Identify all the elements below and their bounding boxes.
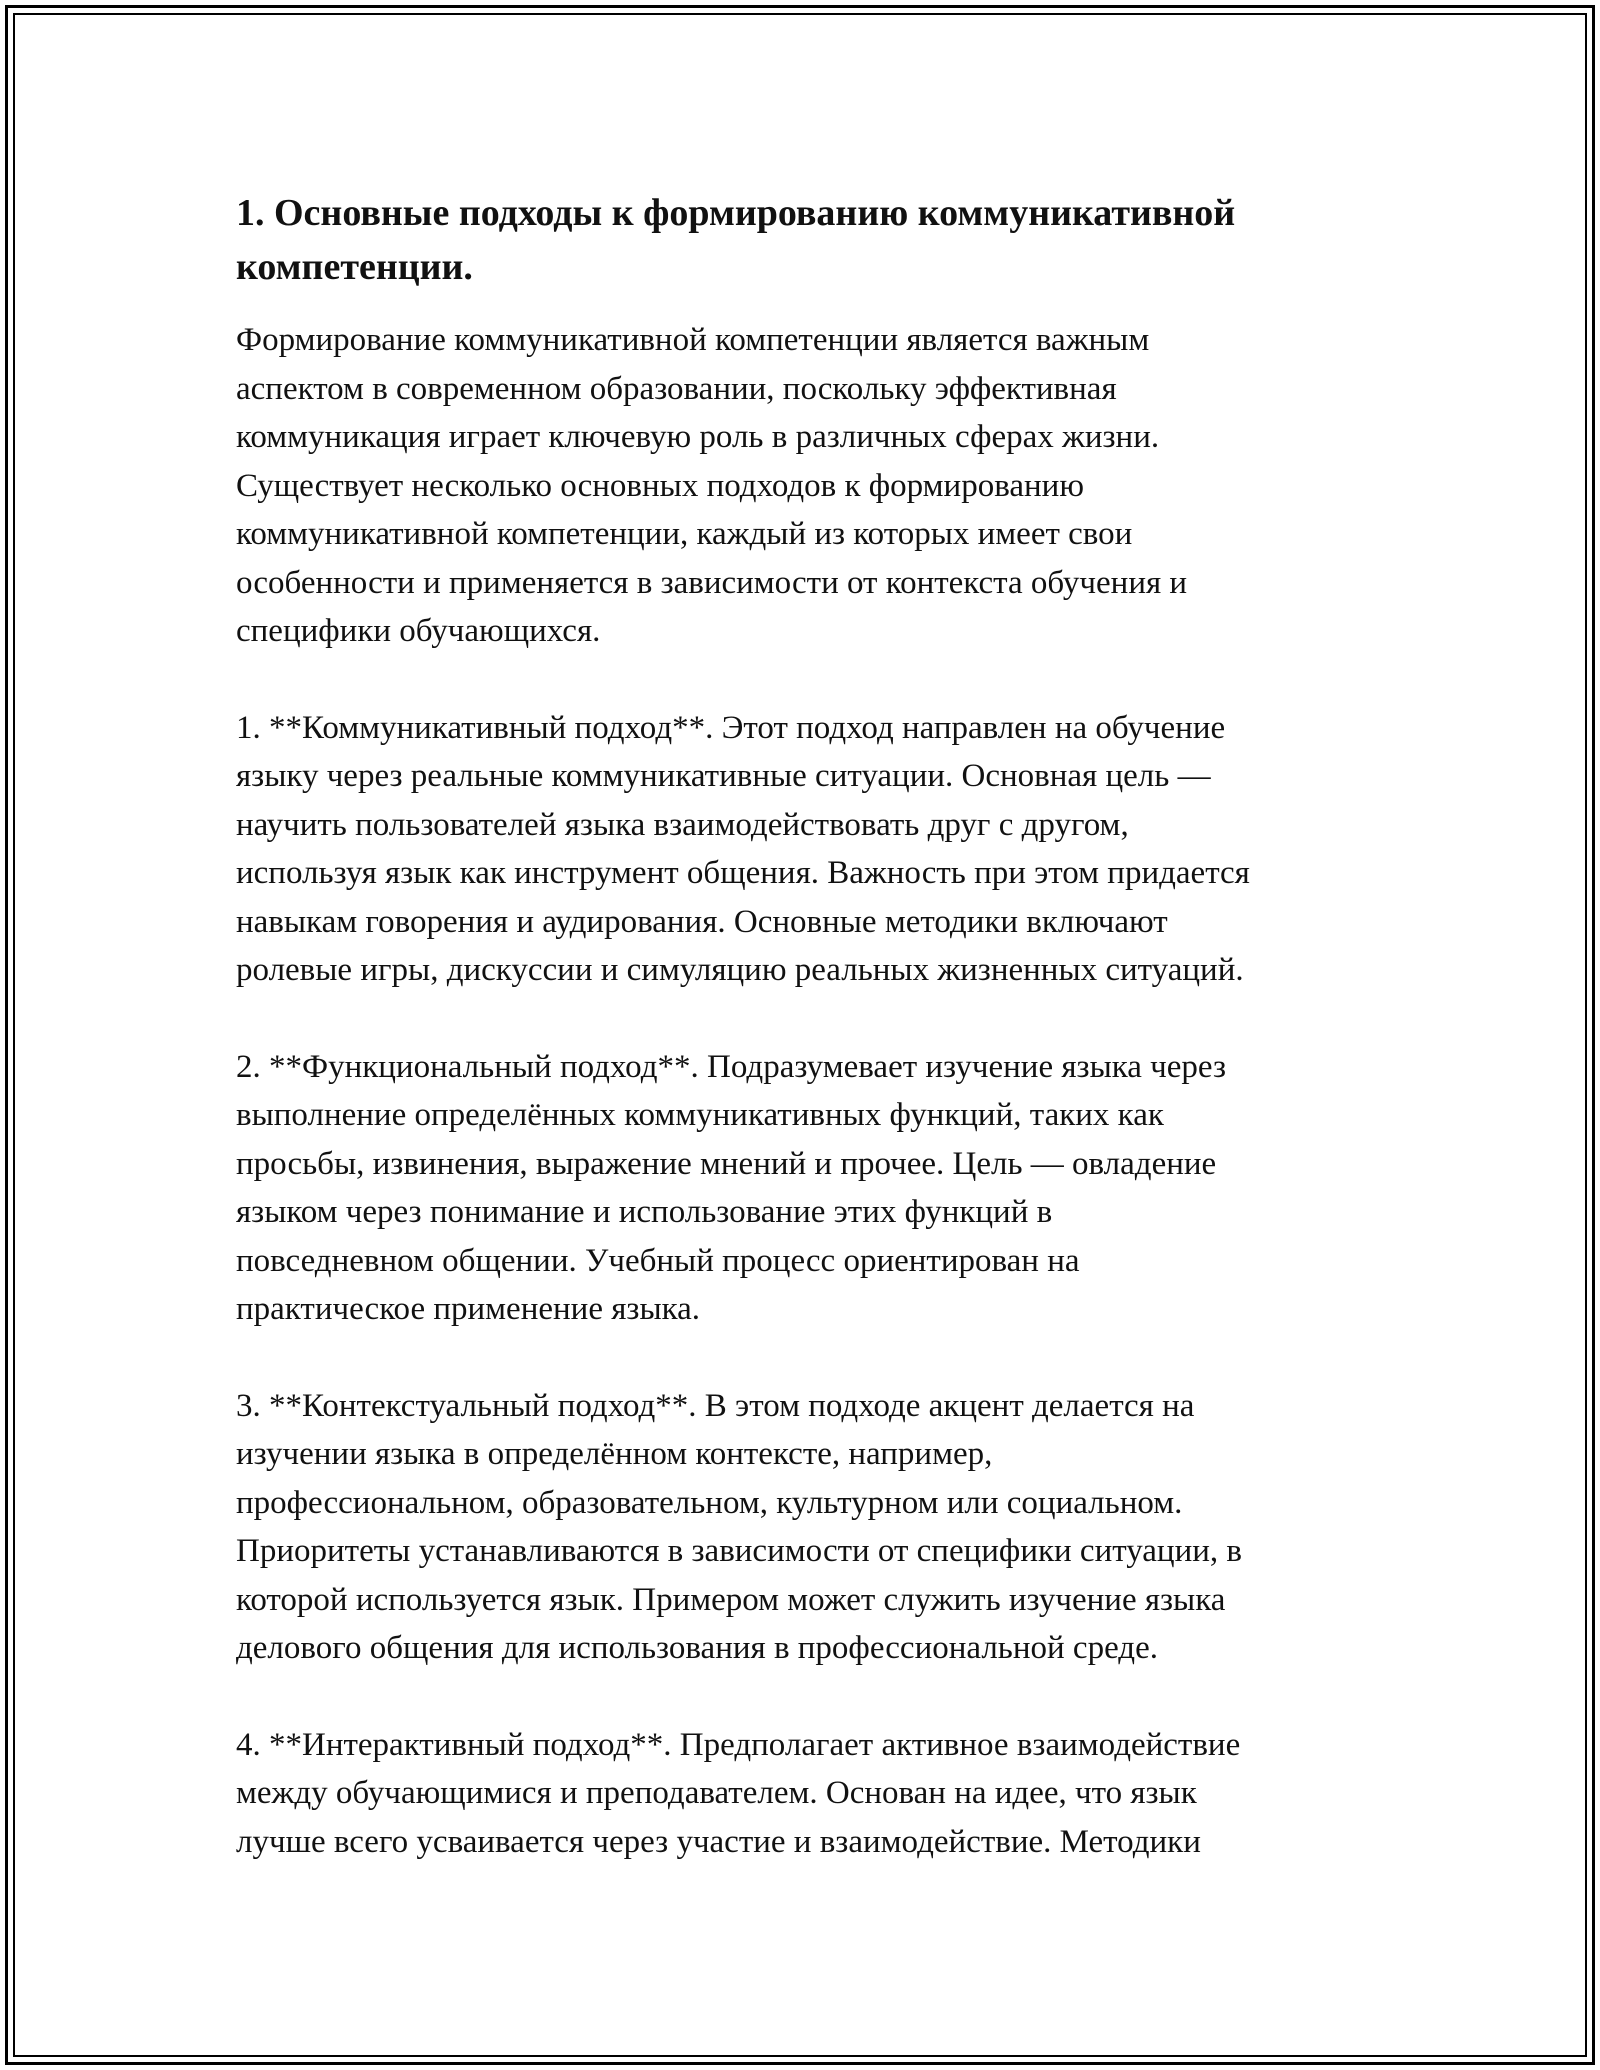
approach-communicative-paragraph: 1. **Коммуникативный подход**. Этот подход направлен на обучение языку через реальные коммуникативные ситуации. Основная цель — научить пользователей языка взаимодействовать друг с другом, используя язык как инструмент общения. Важность при этом придается навыкам говорения и аудирования. Основные методики включают ролевые игры, дискуссии и симуляцию реальных жизненных ситуаций.	[236, 709, 1250, 988]
approach-functional-paragraph: 2. **Функциональный подход**. Подразумевает изучение языка через выполнение определённых коммуникативных функций, таких как просьбы, извинения, выражение мнений и прочее. Цель — овладение языком через понимание и использование этих функций в повседневном общении. Учебный процесс ориентирован на практическое применение языка.	[236, 1048, 1226, 1327]
document-body	[236, 186, 1376, 1914]
approach-contextual-paragraph: 3. **Контекстуальный подход**. В этом подходе акцент делается на изучении языка в определённом контексте, например, профессиональном, образовательном, культурном или социальном. Приоритеты устанавливаются в зависимости от специфики ситуации, в которой используется язык. Примером может служить изучение языка делового общения для использования в профессиональной среде.	[236, 1387, 1242, 1666]
intro-paragraph: Формирование коммуникативной компетенции является важным аспектом в современном образовании, поскольку эффективная коммуникация играет ключевую роль в различных сферах жизни. Существует несколько основных подходов к формированию коммуникативной компетенции, каждый из которых имеет свои особенности и применяется в зависимости от контекста обучения и специфики обучающихся.	[236, 322, 1188, 649]
section-title: 1. Основные подходы к формированию коммуникативной компетенции.	[236, 192, 1236, 288]
approach-interactive-paragraph: 4. **Интерактивный подход**. Предполагает активное взаимодействие между обучающимися и преподавателем. Основан на идее, что язык лучше всего усваивается через участие и взаимодействие. Методики	[236, 1726, 1241, 1860]
